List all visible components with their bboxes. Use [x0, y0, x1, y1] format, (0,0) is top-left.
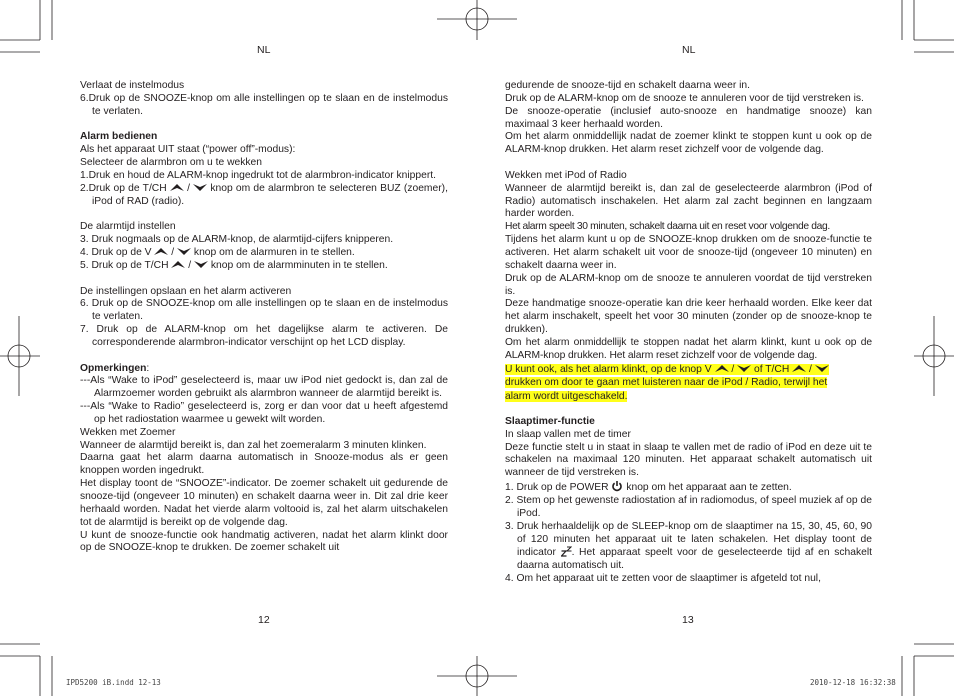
- note-item: ---Als “Wake to iPod” geselecteerd is, maar uw iPod niet gedockt is, dan zal de Alarmzoemer worden gebruikt als alarmbron wanneer de alarmtijd bereikt is.: [80, 375, 448, 400]
- paragraph: Wekken met Zoemer: [80, 426, 176, 438]
- page-number-right: 13: [682, 614, 694, 626]
- highlighted-text: alarm wordt uitgeschakeld.: [505, 390, 628, 402]
- power-icon: [611, 480, 623, 492]
- list-item: 7. Druk op de ALARM-knop om het dagelijkse alarm te activeren. De corresponderende alarmbron-indicator verschijnt op het LCD display.: [80, 324, 448, 348]
- section-heading: Opmerkingen: [80, 362, 147, 374]
- arrow-up-icon: [171, 260, 185, 269]
- arrow-down-icon: [177, 247, 191, 256]
- paragraph: Selecteer de alarmbron om u te wekken: [80, 157, 263, 169]
- list-item-text: 1. Druk op de POWER: [505, 482, 609, 494]
- highlighted-line: [505, 376, 872, 390]
- paragraph: Druk op de ALARM-knop om de snooze te annuleren voordat de tijd verstreken is.: [505, 272, 872, 297]
- separator: /: [809, 363, 812, 375]
- highlighted-line: [505, 390, 872, 404]
- list-item-text: 3. Druk herhaaldelijk op de SLEEP-knop om de slaaptimer na 15, 30, 45, 60, 90 of 120 minuten het apparaat uit te laten schakelen. Het display toont de indicator: [505, 520, 872, 559]
- paragraph: Wanneer de alarmtijd bereikt is, dan zal het zoemeralarm 3 minuten klinken.: [80, 439, 427, 451]
- separator: /: [187, 182, 190, 194]
- list-item: [505, 480, 872, 495]
- list-item-text: knop om de alarmminuten in te stellen.: [210, 259, 388, 271]
- arrow-down-icon: [815, 364, 829, 373]
- paragraph: Het alarm speelt 30 minuten, schakelt daarna uit en reset voor volgende dag.: [505, 221, 830, 233]
- list-item: [80, 183, 448, 209]
- section-heading: Slaaptimer-functie: [505, 415, 595, 427]
- list-item: 6. Druk op de SNOOZE-knop om alle instellingen op te slaan en de instelmodus te verlaten.: [80, 298, 448, 323]
- right-page-column: [505, 80, 872, 586]
- paragraph: U kunt de snooze-functie ook handmatig activeren, nadat het alarm klinkt door op de SNOOZE-knop te drukken. De zoemer schakelt uit: [80, 529, 448, 554]
- list-item-text: . Het apparaat speelt voor de geselecteerde tijd af en schakelt daarna automatisch uit.: [517, 547, 872, 572]
- list-item-text: 4. Druk op de V: [80, 246, 152, 258]
- separator: /: [188, 259, 192, 271]
- highlight-icon-wrap: [789, 364, 829, 375]
- section-heading: Alarm bedienen: [80, 131, 158, 143]
- paragraph: In slaap vallen met de timer: [505, 428, 631, 440]
- highlighted-text: of T/CH: [754, 363, 790, 375]
- paragraph: Om het alarm onmiddellijk nadat de zoemer klinkt te stoppen kunt u ook op de ALARM-knop drukken. Het alarm reset zichzelf voor de volgende dag.: [505, 131, 872, 156]
- paragraph: Wekken met iPod of Radio: [505, 169, 627, 181]
- arrow-down-icon: [737, 364, 751, 373]
- arrow-up-icon: [715, 364, 729, 373]
- heading-colon: :: [146, 362, 150, 374]
- paragraph: Daarna gaat het alarm daarna automatisch in Snooze-modus als er geen knoppen worden ingedrukt.: [80, 452, 448, 477]
- print-slug-file: IPD5200 iB.indd 12-13: [66, 678, 161, 687]
- list-item: 4. Om het apparaat uit te zetten voor de slaaptimer is afgeteld tot nul,: [505, 573, 821, 585]
- arrow-up-icon: [154, 247, 168, 256]
- paragraph: gedurende de snooze-tijd en schakelt daarna weer in.: [505, 80, 750, 91]
- left-page-column: [80, 80, 448, 555]
- paragraph: Tijdens het alarm kunt u op de SNOOZE-knop drukken om de snooze-functie te activeren. Het alarm schakelt uit voor de snooze-tijd (ongeveer 10 minuten) en schakelt daarna weer in.: [505, 234, 872, 271]
- notes-heading-line: [80, 363, 448, 376]
- paragraph: Druk op de ALARM-knop om de snooze te annuleren voor de tijd verstreken is.: [505, 92, 864, 104]
- list-item: 3. Druk nogmaals op de ALARM-knop, de alarmtijd-cijfers knipperen.: [80, 234, 394, 246]
- list-item: 6.Druk op de SNOOZE-knop om alle instellingen op te slaan en de instelmodus te verlaten.: [80, 92, 448, 117]
- list-item: [505, 521, 872, 573]
- list-item-text: knop om de alarmbron te selecteren BUZ (zoemer), iPod of RAD (radio).: [92, 182, 448, 207]
- list-item: 1.Druk en houd de ALARM-knop ingedrukt tot de alarmbron-indicator knippert.: [80, 169, 437, 181]
- highlighted-text: drukken om door te gaan met luisteren naar de iPod / Radio, terwijl het: [505, 377, 828, 389]
- list-item: 2. Stem op het gewenste radiostation af in radiomodus, of speel muziek af op de iPod.: [505, 494, 872, 519]
- print-slug-date: 2010-12-18 16:32:38: [810, 678, 896, 687]
- highlighted-text: U kunt ook, als het alarm klinkt, op de knop V: [505, 363, 712, 375]
- paragraph: Verlaat de instelmodus: [80, 80, 185, 91]
- paragraph: Wanneer de alarmtijd bereikt is, dan zal de geselecteerde alarmbron (iPod of Radio) automatisch inschakelen. Het alarm zal zacht beginnen en langzaam harder worden.: [505, 182, 872, 220]
- list-item: [80, 247, 448, 260]
- page-number-left: 12: [258, 614, 270, 626]
- paragraph: Om het alarm onmiddellijk te stoppen nadat het alarm klinkt, kunt u ook op de ALARM-knop drukken. Het alarm reset zichzelf voor de volgende dag.: [505, 336, 872, 361]
- language-label-left: NL: [257, 44, 271, 56]
- language-label-right: NL: [682, 44, 696, 56]
- note-item: ---Als “Wake to Radio” geselecteerd is, zorg er dan voor dat u heeft afgestemd op het radiostation waarmee u gewekt wilt worden.: [80, 401, 448, 425]
- list-item-text: 2.Druk op de T/CH: [80, 182, 167, 194]
- paragraph: De snooze-operatie (inclusief auto-snooze en handmatige snooze) kan maximaal 3 keer herhaald worden.: [505, 105, 872, 130]
- arrow-down-icon: [193, 183, 207, 192]
- list-item-text: knop om de alarmuren in te stellen.: [193, 246, 355, 258]
- sleep-zz-icon: [561, 546, 572, 557]
- list-item-text: 5. Druk op de T/CH: [80, 259, 169, 271]
- paragraph: Als het apparaat UIT staat (“power off”-modus):: [80, 144, 296, 156]
- paragraph: Het display toont de “SNOOZE”-indicator. De zoemer schakelt uit gedurende de snooze-tijd (ongeveer 10 minuten) en schakelt daarna weer in. Dit zal drie keer herhaald worden. Nadat het vierde alarm voltooid is, zal het alarm uitschakelen tot de alarmtijd is bereikt op de volgende dag.: [80, 478, 448, 528]
- highlight-icon-wrap: [712, 364, 754, 375]
- list-item: [80, 260, 448, 273]
- highlighted-line: [505, 363, 872, 377]
- paragraph: De alarmtijd instellen: [80, 221, 176, 233]
- paragraph: Deze handmatige snooze-operatie kan drie keer herhaald worden. Elke keer dat het alarm inschakelt, speelt het voor 30 minuten (zonder op de snooze-knop te drukken).: [505, 298, 872, 336]
- paragraph: De instellingen opslaan en het alarm activeren: [80, 285, 292, 297]
- arrow-up-icon: [170, 183, 184, 192]
- arrow-down-icon: [194, 260, 208, 269]
- arrow-up-icon: [792, 364, 806, 373]
- separator: /: [731, 363, 735, 375]
- list-item-text: knop om het apparaat aan te zetten.: [626, 482, 792, 494]
- paragraph: Deze functie stelt u in staat in slaap te vallen met de radio of iPod en deze uit te schakelen na maximaal 120 minuten. Het apparaat schakelt automatisch uit wanneer de tijd verstreken is.: [505, 441, 872, 479]
- separator: /: [171, 246, 175, 258]
